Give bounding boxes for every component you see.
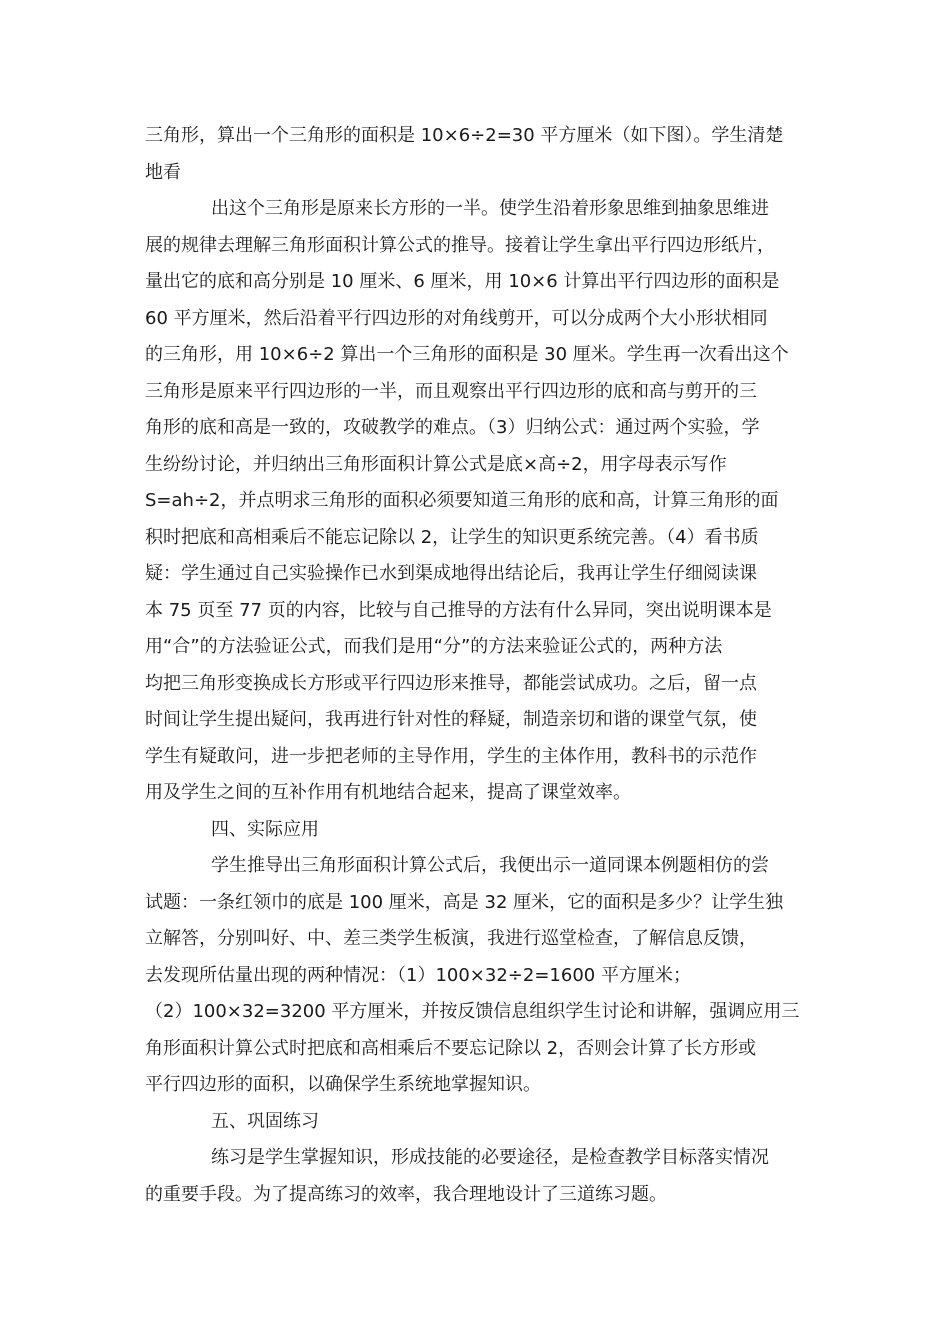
text-line: 用及学生之间的互补作用有机地结合起来，提高了课堂效率。 [145, 782, 631, 803]
text-line: 用“合”的方法验证公式，而我们是用“分”的方法来验证公式的，两种方法 [145, 636, 723, 657]
text-line: 试题：一条红领巾的底是 100 厘米，高是 32 厘米，它的面积是多少？让学生独 [145, 891, 784, 913]
text-line: 三角形，算出一个三角形的面积是 10×6÷2=30 平方厘米（如下图）。学生清楚 [145, 125, 784, 146]
text-line: （2）100×32=3200 平方厘米，并按反馈信息组织学生讨论和讲解，强调应用三 [145, 1001, 800, 1022]
text-line: 角形的底和高是一致的，攻破教学的难点。（3）归纳公式：通过两个实验，学 [145, 417, 760, 438]
document-body [145, 118, 805, 1213]
text-line: 生纷纷讨论，并归纳出三角形面积计算公式是底×高÷2，用字母表示写作 [145, 453, 727, 475]
text-line: 五、巩固练习 [211, 1110, 319, 1132]
text-line: 角形面积计算公式时把底和高相乘后不要忘记除以 2，否则会计算了长方形或 [145, 1037, 757, 1059]
text-line: 出这个三角形是原来长方形的一半。使学生沿着形象思维到抽象思维进 [211, 198, 769, 219]
text-line: 量出它的底和高分别是 10 厘米、6 厘米，用 10×6 计算出平行四边形的面积是 [145, 271, 780, 292]
text-line: 去发现所估量出现的两种情况：（1）100×32÷2=1600 平方厘米； [145, 964, 691, 986]
text-line: 的重要手段。为了提高练习的效率，我合理地设计了三道练习题。 [145, 1183, 667, 1205]
text-line: S=ah÷2，并点明求三角形的面积必须要知道三角形的底和高，计算三角形的面 [145, 490, 779, 511]
text-line: 学生有疑敢问，进一步把老师的主导作用，学生的主体作用，教科书的示范作 [145, 745, 757, 767]
text-line: 均把三角形变换成长方形或平行四边形来推导，都能尝试成功。之后，留一点 [145, 672, 757, 694]
text-line: 时间让学生提出疑问，我再进行针对性的释疑，制造亲切和谐的课堂气氛，使 [145, 709, 757, 730]
text-line: 三角形是原来平行四边形的一半，而且观察出平行四边形的底和高与剪开的三 [145, 380, 757, 402]
text-line: 地看 [145, 161, 181, 183]
text-line: 展的规律去理解三角形面积计算公式的推导。接着让学生拿出平行四边形纸片， [145, 234, 775, 256]
text-line: 学生推导出三角形面积计算公式后，我便出示一道同课本例题相仿的尝 [211, 855, 769, 876]
text-line: 60 平方厘米，然后沿着平行四边形的对角线剪开，可以分成两个大小形状相同 [145, 307, 768, 329]
text-line: 本 75 页至 77 页的内容，比较与自己推导的方法有什么异同，突出说明课本是 [145, 599, 772, 621]
text-line: 疑：学生通过自己实验操作已水到渠成地得出结论后，我再让学生仔细阅读课 [145, 563, 757, 584]
text-line: 的三角形，用 10×6÷2 算出一个三角形的面积是 30 厘米。学生再一次看出这个 [145, 344, 789, 365]
text-line: 积时把底和高相乘后不能忘记除以 2，让学生的知识更系统完善。（4）看书质 [145, 526, 759, 548]
text-line: 立解答，分别叫好、中、差三类学生板演，我进行巡堂检查，了解信息反馈， [145, 928, 757, 949]
text-line: 四、实际应用 [211, 818, 319, 840]
text-line: 平行四边形的面积，以确保学生系统地掌握知识。 [145, 1074, 541, 1095]
text-line: 练习是学生掌握知识，形成技能的必要途径，是检查教学目标落实情况 [211, 1147, 769, 1168]
